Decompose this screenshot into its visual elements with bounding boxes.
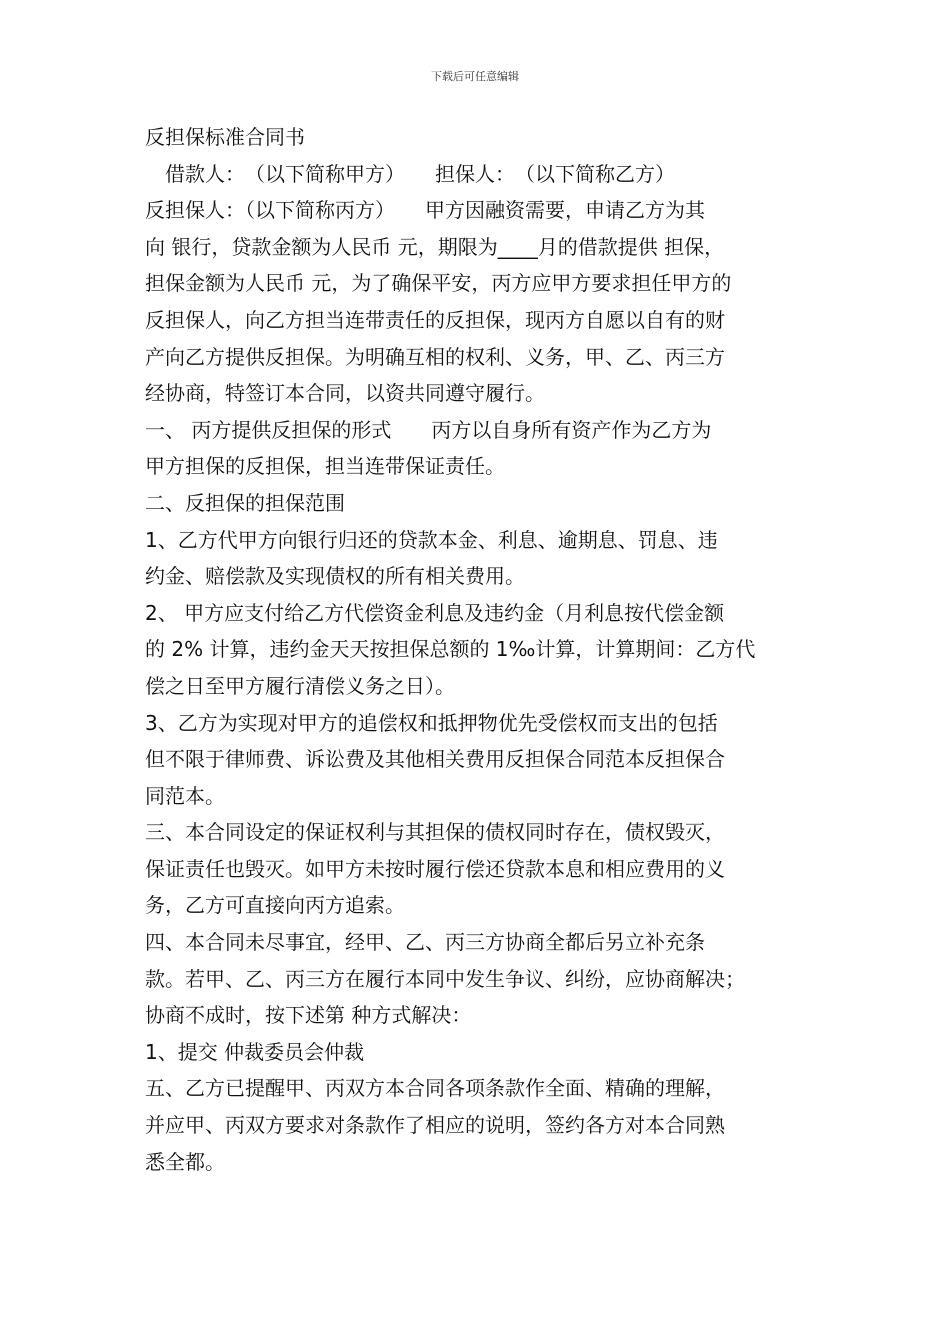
- paragraph-line: 同范本。: [145, 783, 225, 808]
- paragraph-line: 约金、赔偿款及实现债权的所有相关费用。: [145, 564, 525, 589]
- paragraph-line: 四、本合同未尽事宜，经甲、乙、丙三方协商全都后另立补充条: [145, 930, 705, 955]
- paragraph-line: 二、反担保的担保范围: [145, 490, 345, 515]
- paragraph-line: 1、提交 仲裁委员会仲裁: [145, 1039, 365, 1064]
- paragraph-line: 经协商，特签订本合同，以资共同遵守履行。: [145, 381, 545, 406]
- paragraph-line: 并应甲、丙双方要求对条款作了相应的说明，签约各方对本合同熟: [145, 1113, 725, 1138]
- paragraph-line: 3、乙方为实现对甲方的追偿权和抵押物优先受偿权而支出的包括: [145, 710, 718, 735]
- paragraph-line: 协商不成时，按下述第 种方式解决：: [145, 1003, 472, 1028]
- paragraph-line: 反担保人：（以下简称丙方） 甲方因融资需要，申请乙方为其: [145, 198, 705, 223]
- document-title: 反担保标准合同书: [145, 125, 305, 149]
- paragraph-line: 产向乙方提供反担保。为明确互相的权利、义务，甲、乙、丙三方: [145, 344, 725, 369]
- paragraph-line: 偿之日至甲方履行清偿义务之日）。: [145, 673, 455, 698]
- paragraph-line: 一、 丙方提供反担保的形式 丙方以自身所有资产作为乙方为: [145, 417, 712, 442]
- paragraph-line: 借款人： （以下简称甲方） 担保人： （以下简称乙方）: [145, 161, 675, 186]
- paragraph-line: 反担保人，向乙方担当连带责任的反担保，现丙方自愿以自有的财: [145, 307, 725, 332]
- paragraph-line: 担保金额为人民币 元，为了确保平安，丙方应甲方要求担任甲方的: [145, 271, 732, 296]
- paragraph-line: 的 2% 计算，违约金天天按担保总额的 1‰计算，计算期间：乙方代: [145, 637, 756, 662]
- paragraph-line: 1、乙方代甲方向银行归还的贷款本金、利息、逾期息、罚息、违: [145, 527, 718, 552]
- paragraph-line: 向 银行，贷款金额为人民币 元，期限为____月的借款提供 担保，: [145, 234, 725, 259]
- paragraph-line: 款。若甲、乙、丙三方在履行本同中发生争议、纠纷，应协商解决；: [145, 966, 745, 991]
- paragraph-line: 务，乙方可直接向丙方追索。: [145, 893, 405, 918]
- paragraph-line: 三、本合同设定的保证权利与其担保的债权同时存在，债权毁灭，: [145, 820, 725, 845]
- paragraph-line: 但不限于律师费、诉讼费及其他相关费用反担保合同范本反担保合: [145, 747, 725, 772]
- paragraph-line: 保证责任也毁灭。如甲方未按时履行偿还贷款本息和相应费用的义: [145, 856, 725, 881]
- paragraph-line: 悉全都。: [145, 1149, 225, 1174]
- paragraph-line: 2、 甲方应支付给乙方代偿资金利息及违约金（月利息按代偿金额: [145, 600, 725, 625]
- document-body: [145, 119, 815, 1180]
- page-header: 下载后可任意编辑: [431, 70, 519, 83]
- paragraph-line: 五、乙方已提醒甲、丙双方本合同各项条款作全面、精确的理解，: [145, 1076, 725, 1101]
- paragraph-line: 甲方担保的反担保，担当连带保证责任。: [145, 454, 505, 479]
